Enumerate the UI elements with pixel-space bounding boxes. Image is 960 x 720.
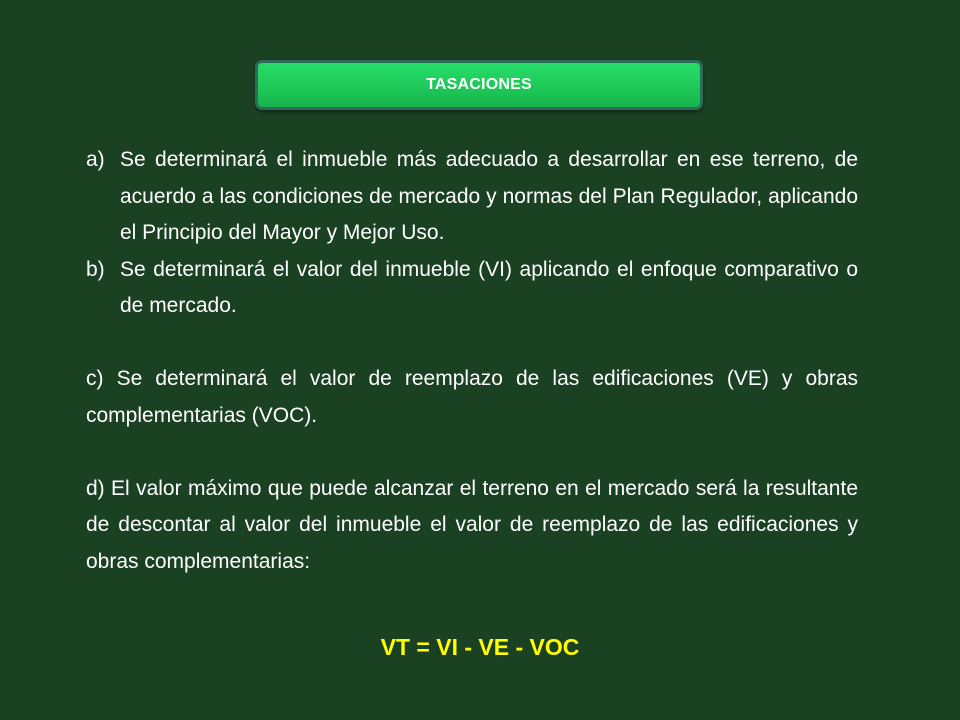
formula: VT = VI - VE - VOC (380, 634, 580, 660)
list-item-b (86, 252, 858, 325)
list-item-a (86, 142, 858, 252)
paragraph-d: d) El valor máximo que puede alcanzar el terreno en el mercado será la resultante de descontar al valor del inmueble el valor de reemplazo de las edificaciones y obras complementarias: (86, 476, 858, 573)
list-marker-a: a) (86, 148, 105, 171)
spacer (86, 325, 858, 362)
paragraph-c: c) Se determinará el valor de reemplazo de las edificaciones (VE) y obras complementarias (VOC). (86, 367, 858, 427)
list-marker-b: b) (86, 257, 105, 281)
list-text-b: Se determinará el valor del inmueble (VI) aplicando el enfoque comparativo o de mercado. (120, 257, 858, 317)
slide-content (86, 142, 858, 580)
title-banner (255, 60, 703, 110)
spacer (86, 434, 858, 471)
page-title: TASACIONES (426, 76, 532, 93)
list-text-a: Se determinará el inmueble más adecuado a desarrollar en ese terreno, de acuerdo a las condiciones de mercado y normas del Plan Regulador, aplicando el Principio del Mayor y Mejor Uso. (120, 148, 858, 244)
